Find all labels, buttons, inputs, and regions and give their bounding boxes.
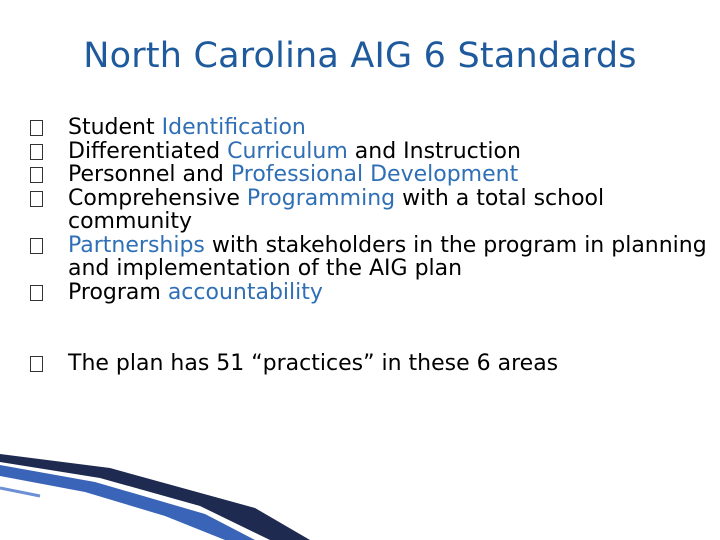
bullet-highlight: Identification (161, 115, 306, 140)
bullet-highlight: Professional Development (230, 162, 519, 187)
footer-bullet-item (30, 352, 710, 376)
square-bullet-icon (30, 119, 61, 137)
bullet-text: Differentiated (68, 138, 228, 164)
bullet-item (30, 281, 710, 305)
bullet-item (30, 163, 710, 187)
square-bullet-icon (30, 190, 61, 208)
bullet-text: Student (68, 115, 162, 140)
bullet-list (30, 116, 710, 376)
bullet-text: with a total school community (68, 185, 605, 234)
spacer (30, 304, 710, 352)
bullet-item (30, 116, 710, 140)
bullet-text: Program (68, 279, 168, 305)
bullet-item (30, 234, 710, 281)
slide-title: North Carolina AIG 6 Standards (83, 36, 637, 76)
square-bullet-icon (30, 143, 61, 161)
square-bullet-icon (30, 237, 61, 255)
bullet-text: with stakeholders in the program in planning and implementation of the AIG plan (68, 232, 707, 281)
swoosh-accent-line (0, 488, 40, 496)
square-bullet-icon (30, 355, 61, 373)
bullet-text: and Instruction (347, 138, 521, 164)
bullet-text: Comprehensive (68, 185, 247, 211)
bullet-highlight: Partnerships (68, 232, 205, 258)
square-bullet-icon (30, 166, 61, 184)
footer-bullet-text: The plan has 51 “practices” in these 6 areas (68, 351, 559, 376)
square-bullet-icon (30, 284, 61, 302)
bullet-item (30, 187, 710, 234)
swoosh-dark-band (0, 454, 310, 540)
bullet-highlight: Curriculum (227, 138, 348, 164)
bullet-highlight: Programming (246, 185, 396, 211)
bullet-highlight: accountability (167, 279, 323, 305)
bullet-item (30, 140, 710, 164)
bullet-text: Personnel and (68, 162, 231, 187)
